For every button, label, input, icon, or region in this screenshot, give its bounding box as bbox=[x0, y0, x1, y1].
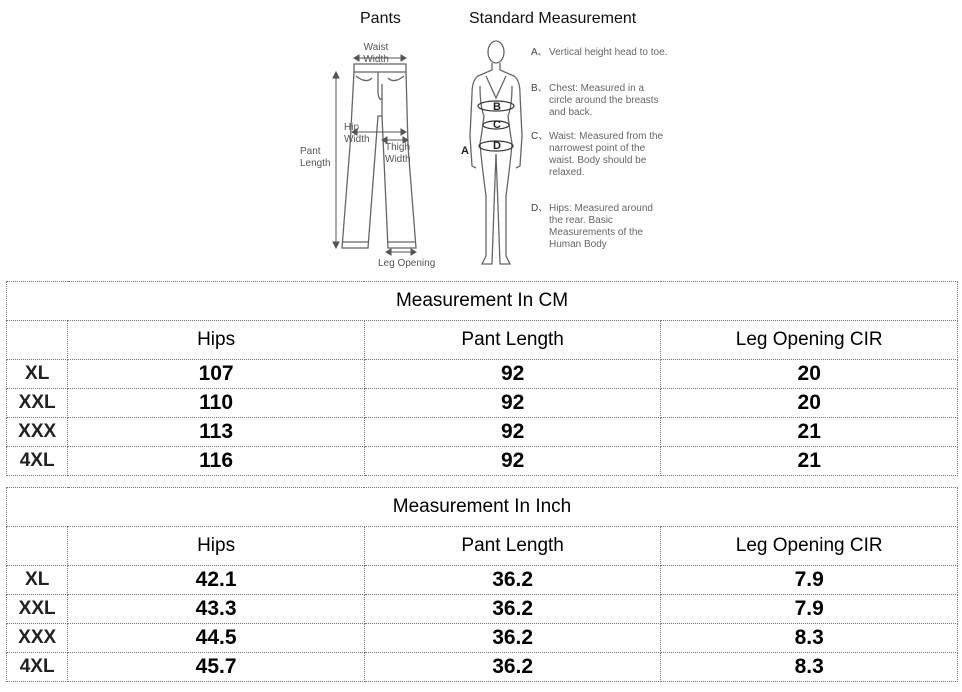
note-c-text: Waist: Measured from the narrowest point of the waist. Body should be relaxed. bbox=[549, 131, 664, 178]
leg-opening-label: Leg Opening bbox=[378, 258, 436, 269]
leg-opening-value: 21 bbox=[661, 418, 958, 447]
body-letter-d: D bbox=[493, 140, 501, 152]
column-header-hips: Hips bbox=[68, 527, 365, 566]
note-a-key: A、 bbox=[531, 47, 548, 58]
size-table-inch bbox=[6, 487, 958, 682]
pants-title: Pants bbox=[360, 10, 401, 27]
column-header-pant-length: Pant Length bbox=[364, 321, 661, 360]
note-a-text: Vertical height head to toe. bbox=[549, 47, 668, 58]
table-header-row bbox=[7, 527, 958, 566]
body-letter-c: C bbox=[493, 119, 501, 131]
size-label: XXL bbox=[7, 595, 68, 624]
pant-length-value: 92 bbox=[364, 389, 661, 418]
table-row bbox=[7, 389, 958, 418]
pant-length-value: 36.2 bbox=[364, 595, 661, 624]
note-b-key: B、 bbox=[531, 83, 548, 94]
table-row bbox=[7, 653, 958, 682]
column-header-leg-opening: Leg Opening CIR bbox=[661, 321, 958, 360]
pant-length-value: 36.2 bbox=[364, 566, 661, 595]
size-label: 4XL bbox=[7, 653, 68, 682]
hip-width-label: Hip Width bbox=[344, 122, 370, 145]
note-c-key: C、 bbox=[531, 131, 549, 142]
note-b bbox=[531, 83, 669, 119]
table-title-row bbox=[7, 282, 958, 321]
size-label: XL bbox=[7, 360, 68, 389]
standard-measurement-title: Standard Measurement bbox=[469, 10, 637, 27]
pant-length-value: 92 bbox=[364, 447, 661, 476]
size-table-cm bbox=[6, 281, 958, 476]
note-d-text: Hips: Measured around the rear. Basic Measurements of the Human Body bbox=[549, 203, 653, 250]
table-row bbox=[7, 595, 958, 624]
size-label: XL bbox=[7, 566, 68, 595]
table-row bbox=[7, 447, 958, 476]
size-column-header bbox=[7, 321, 68, 360]
column-header-pant-length: Pant Length bbox=[364, 527, 661, 566]
thigh-width-label: Thigh Width bbox=[385, 142, 411, 165]
body-letter-b: B bbox=[493, 101, 501, 113]
note-c bbox=[531, 131, 669, 179]
pant-length-value: 92 bbox=[364, 360, 661, 389]
table-title: Measurement In Inch bbox=[7, 488, 958, 527]
waist-width-label: Waist Width bbox=[363, 42, 389, 65]
hips-value: 113 bbox=[68, 418, 365, 447]
table-title-row bbox=[7, 488, 958, 527]
hips-value: 110 bbox=[68, 389, 365, 418]
hips-value: 43.3 bbox=[68, 595, 365, 624]
note-d bbox=[531, 203, 669, 251]
pant-length-value: 92 bbox=[364, 418, 661, 447]
table-row bbox=[7, 418, 958, 447]
size-label: 4XL bbox=[7, 447, 68, 476]
note-b-text: Chest: Measured in a circle around the breasts and back. bbox=[549, 83, 659, 118]
table-header-row bbox=[7, 321, 958, 360]
leg-opening-value: 7.9 bbox=[661, 566, 958, 595]
size-label: XXX bbox=[7, 624, 68, 653]
size-column-header bbox=[7, 527, 68, 566]
hips-value: 107 bbox=[68, 360, 365, 389]
hips-value: 44.5 bbox=[68, 624, 365, 653]
leg-opening-value: 8.3 bbox=[661, 653, 958, 682]
leg-opening-value: 8.3 bbox=[661, 624, 958, 653]
leg-opening-value: 20 bbox=[661, 389, 958, 418]
note-d-key: D、 bbox=[531, 203, 549, 214]
column-header-hips: Hips bbox=[68, 321, 365, 360]
measurement-diagram bbox=[0, 0, 962, 280]
pant-length-label: Pant Length bbox=[300, 146, 331, 169]
hips-value: 42.1 bbox=[68, 566, 365, 595]
table-row bbox=[7, 360, 958, 389]
size-label: XXX bbox=[7, 418, 68, 447]
note-a bbox=[531, 47, 669, 59]
pant-length-value: 36.2 bbox=[364, 653, 661, 682]
table-row bbox=[7, 624, 958, 653]
pant-length-value: 36.2 bbox=[364, 624, 661, 653]
hips-value: 116 bbox=[68, 447, 365, 476]
size-label: XXL bbox=[7, 389, 68, 418]
leg-opening-value: 7.9 bbox=[661, 595, 958, 624]
hips-value: 45.7 bbox=[68, 653, 365, 682]
table-title: Measurement In CM bbox=[7, 282, 958, 321]
leg-opening-value: 21 bbox=[661, 447, 958, 476]
table-row bbox=[7, 566, 958, 595]
leg-opening-value: 20 bbox=[661, 360, 958, 389]
body-letter-a: A bbox=[461, 145, 469, 157]
column-header-leg-opening: Leg Opening CIR bbox=[661, 527, 958, 566]
